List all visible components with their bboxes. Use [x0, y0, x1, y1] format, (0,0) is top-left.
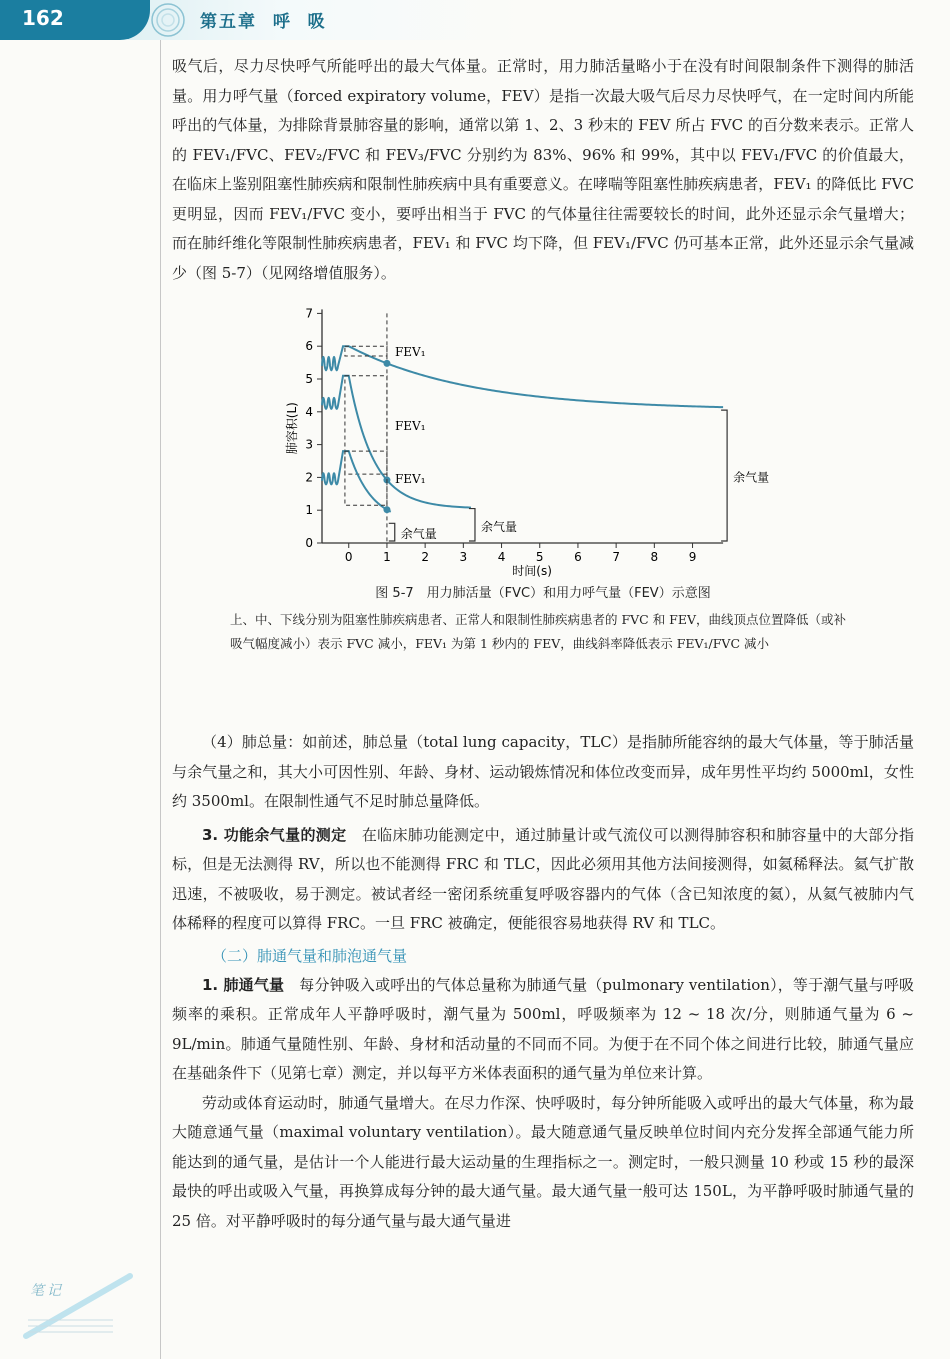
page-content — [172, 52, 914, 1236]
paragraph-fev: 吸气后，尽力尽快呼气所能呼出的最大气体量。正常时，用力肺活量略小于在没有时间限制条件下测得的肺活量。用力呼气量（forced expiratory volume，FEV）是指一次最大吸气后尽力尽快呼气，在一定时间内所能呼出的气体量，为排除背景肺容量的影响，通常以第 1、2、3 秒末的 FEV 所占 FVC 的百分数来表示。正常人的 FEV₁/FVC、FEV₂/FVC 和 FEV₃/FVC 分别约为 83%、96% 和 99%，其中以 FEV₁/FVC 的价值最大，在临床上鉴别阻塞性肺疾病和限制性肺疾病中具有重要意义。在哮喘等阻塞性肺疾病患者，FEV₁ 的降低比 FVC 更明显，因而 FEV₁/FVC 变小，要呼出相当于 FVC 的气体量往往需要较长的时间，此外还显示余气量增大；而在肺纤维化等限制性肺疾病患者，FEV₁ 和 FVC 均下降，但 FEV₁/FVC 仍可基本正常，此外还显示余气量减少（图 5-7）（见网络增值服务）。 — [172, 57, 914, 282]
residual-label-2: 余气量 — [400, 527, 437, 542]
x-tick-label: 9 — [688, 550, 697, 564]
x-axis-label: 时间(s) — [512, 564, 552, 578]
section-heading: （二）肺通气量和肺泡通气量 — [212, 946, 408, 965]
x-tick-label: 3 — [459, 550, 468, 564]
fev1-point-0 — [383, 360, 390, 367]
fvc-curve-1 — [322, 376, 471, 508]
ventilation-text: 每分钟吸入或呼出的气体总量称为肺通气量（pulmonary ventilation），等于潮气量与呼吸频率的乘积。正常成年人平静呼吸时，潮气量为 500ml，呼吸频率为 12 ~ 18 次/分，则肺通气量为 6 ~ 9L/min。肺通气量随性别、年龄、身材和活动量的不同而不同。为便于在不同个体之间进行比较，肺通气量应在基础条件下（见第七章）测定，并以每平方米体表面积的通气量为单位来计算。 — [172, 975, 915, 1082]
fvc-curve-2 — [322, 451, 391, 512]
margin-rule — [160, 40, 161, 1359]
ventilation-title: 1. 肺通气量 — [202, 975, 285, 994]
paragraph-frc — [172, 821, 914, 939]
frc-text: 在临床肺功能测定中，通过肺量计或气流仪可以测得肺容积和肺容量中的大部分指标，但是无法测得 RV，所以也不能测得 FRC 和 TLC，因此必须用其他方法间接测得，如氦稀释法。氦气扩散迅速，不被吸收，易于测定。被试者经一密闭系统重复呼吸容器内的气体（含已知浓度的氦），从氦气被肺内气体稀释的程度可以算得 FRC。一旦 FRC 被确定，便能很容易地获得 RV 和 TLC。 — [172, 825, 914, 932]
y-tick-label: 1 — [305, 503, 313, 518]
paragraph-tlc: （4）肺总量：如前述，肺总量（total lung capacity，TLC）是指肺所能容纳的最大气体量，等于肺活量与余气量之和，其大小可因性别、年龄、身材、运动锻炼情况和体位改变而异，成年男性平均约 5000ml，女性约 3500ml。在限制性通气不足时肺总量降低。 — [172, 733, 914, 810]
y-tick-label: 0 — [305, 536, 313, 550]
fvc-curve-0 — [322, 346, 723, 407]
fev1-point-2 — [383, 506, 390, 513]
y-tick-label: 5 — [305, 372, 313, 386]
chapter-swirl-icon — [140, 2, 196, 38]
x-tick-label: 5 — [535, 550, 544, 564]
fev1-label-0: FEV₁ — [394, 345, 426, 360]
x-tick-label: 0 — [344, 550, 353, 564]
paragraph-mvv: 劳动或体育运动时，肺通气量增大。在尽力作深、快呼吸时，每分钟所能吸入或呼出的最大气体量，称为最大随意通气量（maximal voluntary ventilation）。最大随意通气量反映单位时间内充分发挥全部通气能力所能达到的通气量，是估计一个人能进行最大运动量的生理指标之一。测定时，一般只测量 10 秒或 15 秒的最深最快的呼出或吸入气量，再换算成每分钟的最大通气量。最大通气量一般可达 150L，为平静呼吸时肺通气量的 25 倍。对平静呼吸时的每分通气量与最大通气量进 — [172, 1093, 914, 1230]
y-tick-label: 6 — [305, 339, 313, 354]
figure-5-7 — [172, 288, 914, 728]
x-tick-label: 4 — [497, 550, 506, 564]
y-tick-label: 3 — [305, 437, 313, 452]
figure-note: 上、中、下线分别为阻塞性肺疾病患者、正常人和限制性肺疾病患者的 FVC 和 FEV，曲线顶点位置降低（或补吸气幅度减小）表示 FVC 减小，FEV₁ 为第 1 秒内的 FEV，曲线斜率降低表示 FEV₁/FVC 减小 — [230, 612, 847, 651]
residual-bracket-2 — [389, 523, 395, 541]
residual-label-1: 余气量 — [480, 519, 517, 534]
fev1-label-1: FEV₁ — [394, 418, 426, 433]
frc-title: 3. 功能余气量的测定 — [202, 825, 347, 844]
x-tick-label: 1 — [383, 550, 391, 564]
residual-bracket-1 — [469, 509, 475, 541]
y-tick-label: 4 — [305, 404, 313, 419]
fev1-label-2: FEV₁ — [394, 472, 426, 487]
chapter-title: 第五章 呼 吸 — [200, 12, 327, 32]
y-tick-label: 2 — [305, 470, 313, 485]
notes-label: 笔记 — [30, 1283, 64, 1299]
page-number: 162 — [22, 6, 64, 30]
x-tick-label: 8 — [650, 550, 659, 564]
paragraph-ventilation — [172, 971, 914, 1089]
x-tick-label: 7 — [612, 550, 620, 564]
y-axis-label: 肺容积(L) — [285, 402, 299, 455]
x-tick-label: 6 — [574, 550, 582, 564]
x-tick-label: 2 — [421, 550, 429, 564]
fev-chart — [172, 288, 914, 578]
figure-caption: 图 5-7 用力肺活量（FVC）和用力呼气量（FEV）示意图 — [375, 586, 711, 601]
y-tick-label: 7 — [305, 306, 313, 321]
residual-bracket-0 — [721, 410, 727, 541]
residual-label-0: 余气量 — [733, 470, 770, 485]
